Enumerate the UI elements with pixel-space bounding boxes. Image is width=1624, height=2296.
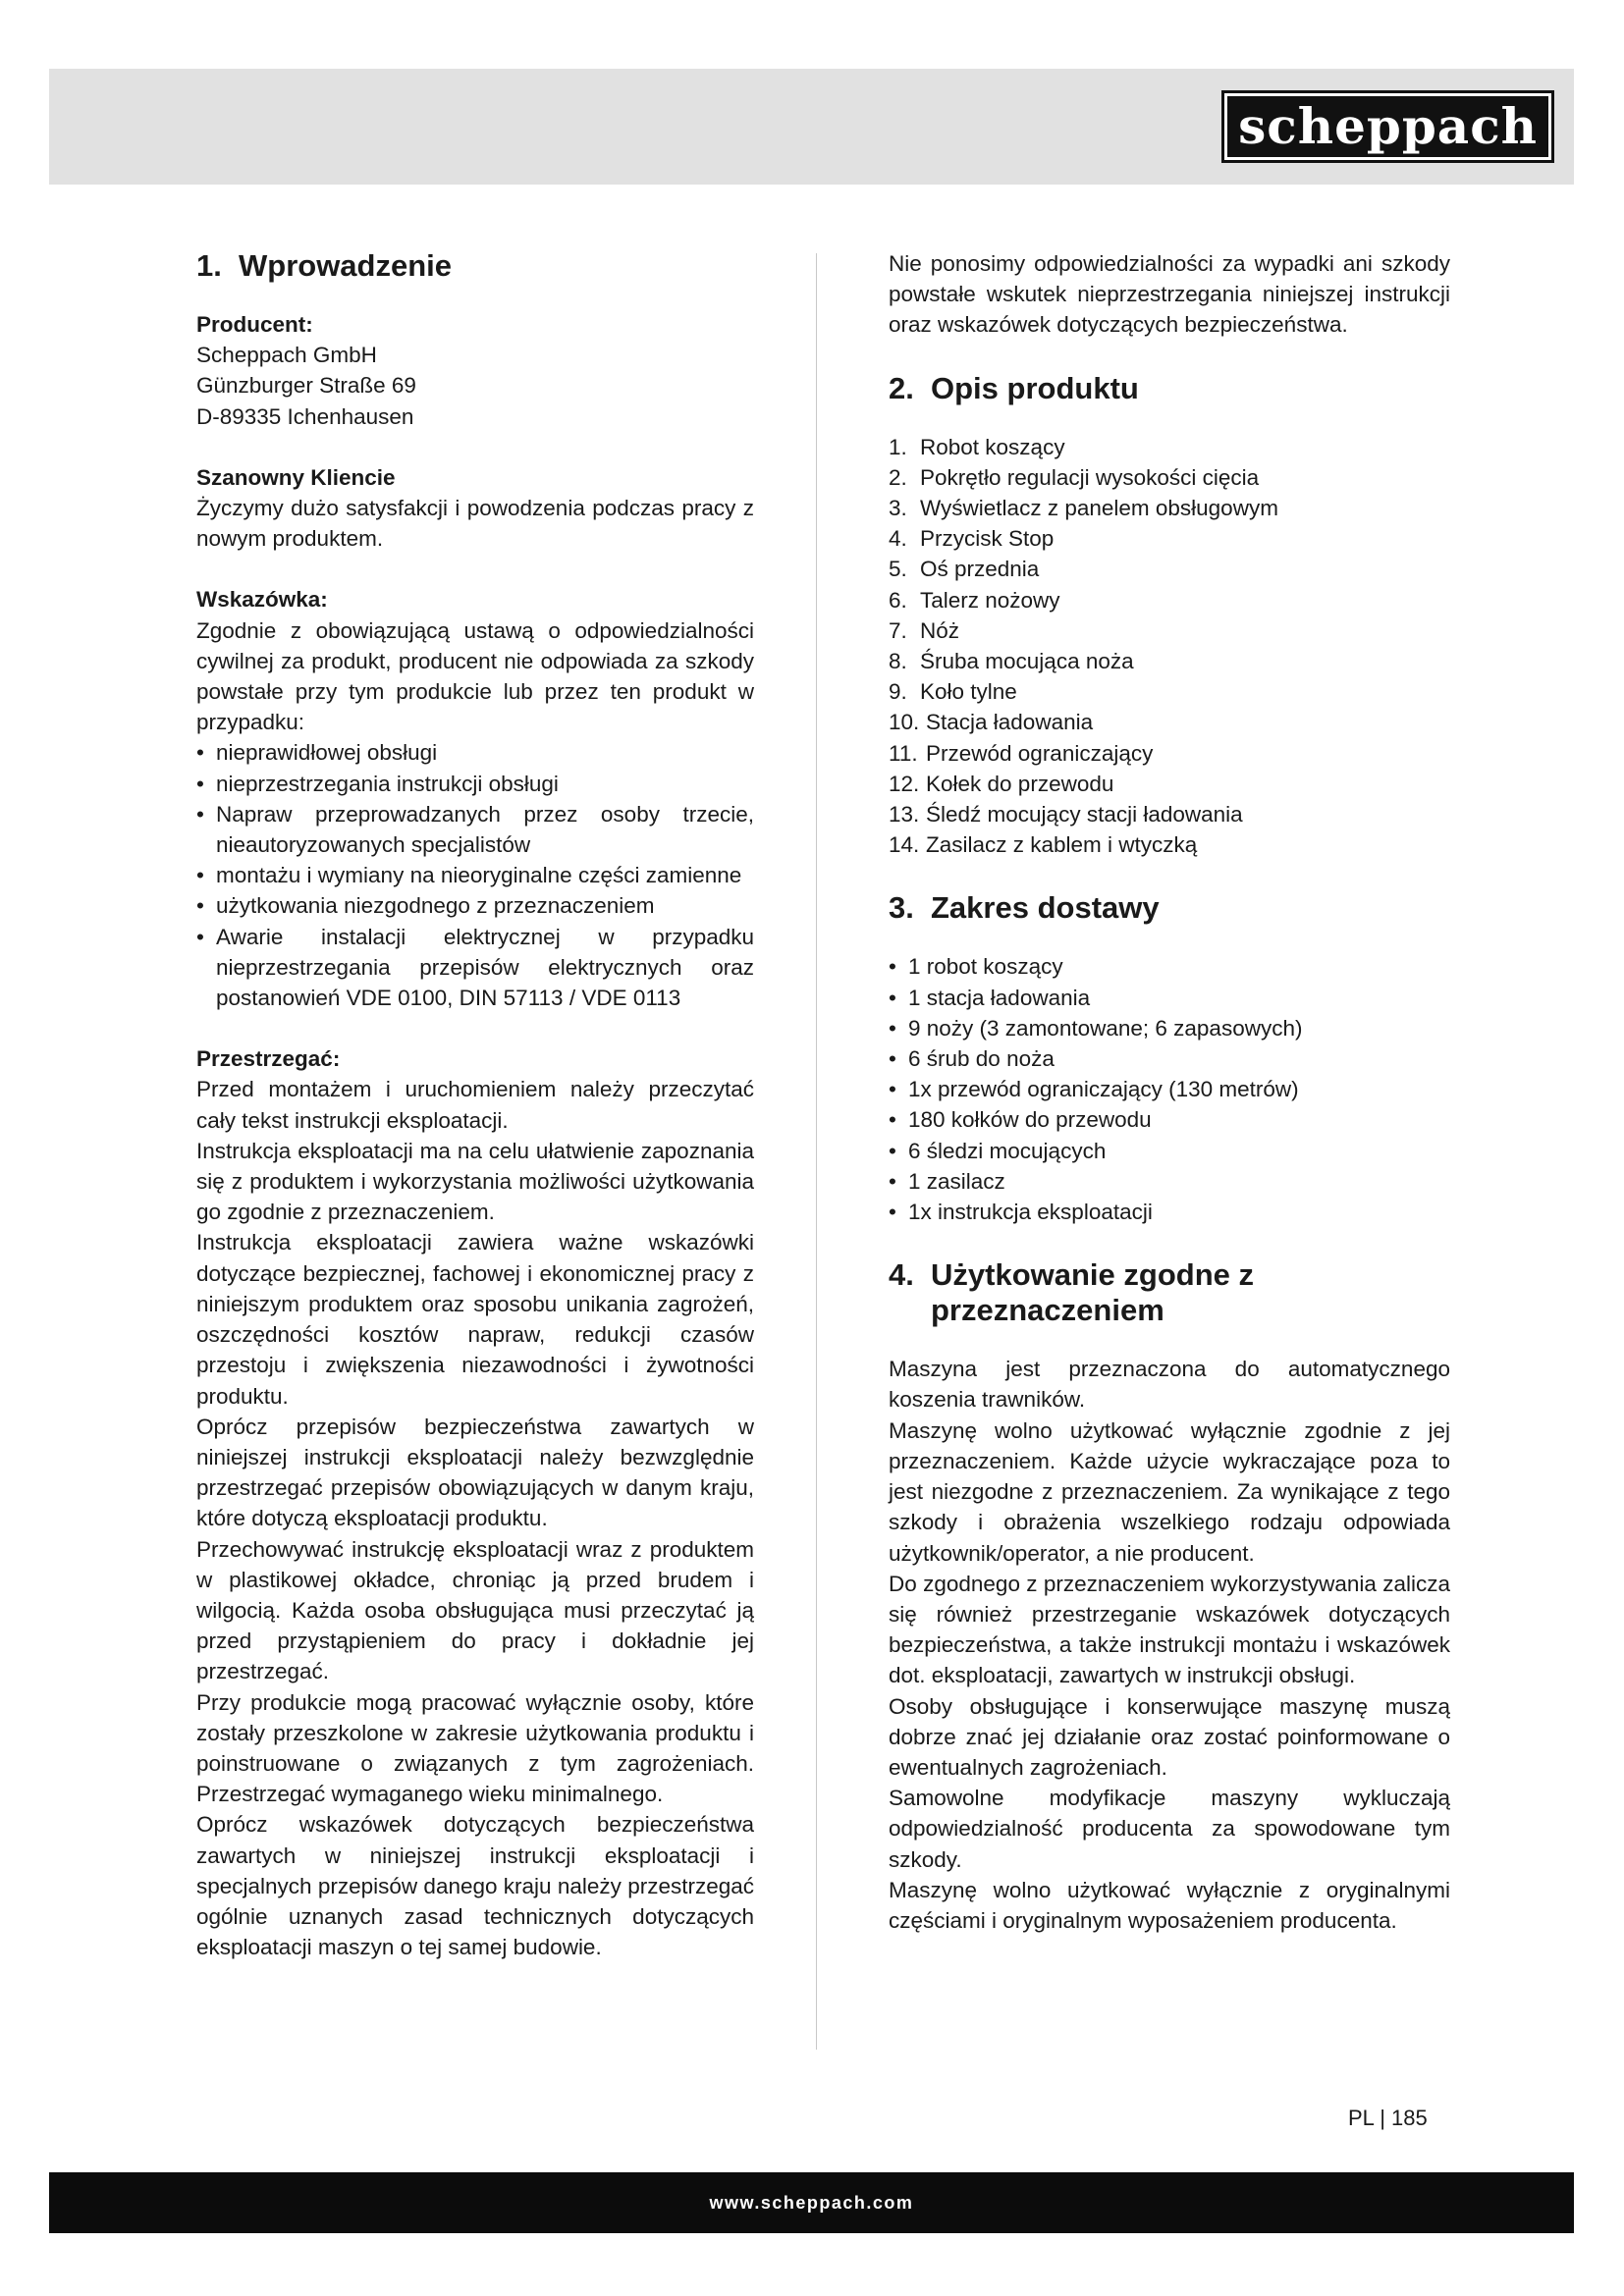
list-item: • 9 noży (3 zamontowane; 6 zapasowych): [889, 1015, 1303, 1041]
producer-line: Scheppach GmbH: [196, 343, 377, 368]
list-item: 14. Zasilacz z kablem i wtyczką: [889, 832, 1198, 858]
list-item: 9. Koło tylne: [889, 679, 1017, 705]
list-item: • montażu i wymiany na nieoryginalne części zamienne: [196, 863, 742, 888]
usage-paragraph: Maszynę wolno użytkować wyłącznie z oryginalnymi częściami i oryginalnym wyposażeniem producenta.: [889, 1877, 1450, 1933]
observe-label: Przestrzegać:: [196, 1046, 341, 1072]
list-item: 8. Śruba mocująca noża: [889, 649, 1134, 674]
section-1-heading: 1. Wprowadzenie: [196, 248, 453, 283]
footer-bar: [49, 2172, 1574, 2233]
usage-paragraph: Maszyna jest przeznaczona do automatycznego koszenia trawników.: [889, 1357, 1450, 1413]
observe-paragraph: Przy produkcie mogą pracować wyłącznie osoby, które zostały przeszkolone w zakresie użytkowania produktu i poinstruowane o związanych z tym zagrożeniach. Przestrzegać wymaganego wieku minimalnego.: [196, 1689, 754, 1807]
list-item: • 1x instrukcja eksploatacji: [889, 1200, 1153, 1225]
list-item: • nieprawidłowej obsługi: [196, 740, 438, 766]
usage-paragraph: Maszynę wolno użytkować wyłącznie zgodnie z jej przeznaczeniem. Każde użycie wykraczające poza to jest niezgodne z przeznaczeniem. Za wynikające z tego szkody i obrażenia wszelkiego rodzaju odpowiada użytkownik/operator, a nie producent.: [889, 1417, 1450, 1566]
list-item: • 1 zasilacz: [889, 1168, 1005, 1194]
list-item: 3. Wyświetlacz z panelem obsługowym: [889, 496, 1278, 521]
observe-paragraph: Oprócz wskazówek dotyczących bezpieczeństwa zawartych w niniejszej instrukcji eksploatacji i specjalnych przepisów danego kraju należy przestrzegać ogólnie uznanych zasad technicznych dotyczących eksploatacji maszyn o tej samej budowie.: [196, 1812, 754, 1960]
list-item: • 1 robot koszący: [889, 954, 1063, 980]
right-column: [889, 248, 1450, 1936]
left-column: [196, 248, 754, 1962]
list-item: 11. Przewód ograniczający: [889, 740, 1154, 766]
note-text: Zgodnie z obowiązującą ustawą o odpowiedzialności cywilnej za produkt, producent nie odpowiada za szkody powstałe przy tym produkcie lub przez ten produkt w przypadku:: [196, 617, 754, 735]
list-item: 12. Kołek do przewodu: [889, 771, 1114, 796]
list-item: • Napraw przeprowadzanych przez osoby trzecie, nieautoryzowanych specjalistów: [196, 801, 754, 858]
list-item: 4. Przycisk Stop: [889, 526, 1055, 552]
observe-paragraph: Przechowywać instrukcję eksploatacji wraz z produktem w plastikowej okładce, chroniąc ją przed brudem i wilgocią. Każda osoba obsługująca musi przeczytać ją przed przystąpieniem do pracy i dokładnie jej przestrzegać.: [196, 1536, 754, 1684]
list-item: • 6 śledzi mocujących: [889, 1138, 1107, 1163]
product-parts-list: [889, 432, 1450, 861]
list-item: • 6 śrub do noża: [889, 1046, 1055, 1072]
liability-text: Nie ponosimy odpowiedzialności za wypadki ani szkody powstałe wskutek nieprzestrzegania niniejszej instrukcji oraz wskazówek dotyczących bezpieczeństwa.: [889, 251, 1450, 338]
customer-label: Szanowny Kliencie: [196, 464, 396, 490]
list-item: 1. Robot koszący: [889, 434, 1065, 459]
list-item: 7. Nóż: [889, 617, 960, 643]
observe-paragraph: Oprócz przepisów bezpieczeństwa zawartych w niniejszej instrukcji eksploatacji należy bezwzględnie przestrzegać przepisów obowiązujących w danym kraju, które dotyczą eksploatacji produktu.: [196, 1414, 754, 1531]
usage-paragraph: Osoby obsługujące i konserwujące maszynę muszą dobrze znać jej działanie oraz zostać poinformowane o ewentualnych zagrożeniach.: [889, 1693, 1450, 1780]
list-item: • nieprzestrzegania instrukcji obsługi: [196, 771, 559, 796]
section-2-heading: 2. Opis produktu: [889, 370, 1139, 405]
list-item: • Awarie instalacji elektrycznej w przypadku nieprzestrzegania przepisów elektrycznych oraz postanowień VDE 0100, DIN 57113 / VDE 0113: [196, 924, 754, 1011]
section-4-heading: 4. Użytkowanie zgodne z przeznaczeniem: [889, 1257, 1254, 1328]
usage-paragraph: Samowolne modyfikacje maszyny wykluczają odpowiedzialność producenta za spowodowane tym szkody.: [889, 1786, 1450, 1872]
list-item: • 1 stacja ładowania: [889, 985, 1091, 1010]
list-item: 6. Talerz nożowy: [889, 587, 1060, 613]
delivery-scope-list: [889, 951, 1450, 1227]
producer-line: D-89335 Ichenhausen: [196, 403, 414, 429]
producer-label: Producent:: [196, 312, 313, 337]
page-number: PL | 185: [1348, 2106, 1428, 2130]
observe-paragraph: Przed montażem i uruchomieniem należy przeczytać cały tekst instrukcji eksploatacji.: [196, 1077, 754, 1133]
usage-paragraph: Do zgodnego z przeznaczeniem wykorzystywania zalicza się również przestrzeganie wskazówek dotyczących bezpieczeństwa, a także instrukcji montażu i wskazówek dot. eksploatacji, zawartych w instrukcji obsługi.: [889, 1571, 1450, 1688]
column-divider: [816, 253, 817, 2050]
list-item: • 1x przewód ograniczający (130 metrów): [889, 1077, 1299, 1102]
list-item: 10. Stacja ładowania: [889, 710, 1094, 735]
customer-text: Życzymy dużo satysfakcji i powodzenia podczas pracy z nowym produktem.: [196, 496, 754, 552]
list-item: • użytkowania niezgodnego z przeznaczeniem: [196, 893, 655, 919]
website-link[interactable]: www.scheppach.com: [709, 2193, 914, 2213]
list-item: 5. Oś przednia: [889, 557, 1040, 582]
observe-paragraph: Instrukcja eksploatacji ma na celu ułatwienie zapoznania się z produktem i wykorzystania możliwości użytkowania go zgodnie z przeznaczeniem.: [196, 1138, 754, 1225]
note-bullet-list: [196, 737, 754, 1013]
section-3-heading: 3. Zakres dostawy: [889, 890, 1160, 926]
note-label: Wskazówka:: [196, 587, 328, 613]
list-item: 13. Śledź mocujący stacji ładowania: [889, 802, 1243, 828]
list-item: 2. Pokrętło regulacji wysokości cięcia: [889, 464, 1260, 490]
observe-paragraph: Instrukcja eksploatacji zawiera ważne wskazówki dotyczące bezpiecznej, fachowej i ekonomicznej pracy z niniejszym produktem oraz sposobu unikania zagrożeń, oszczędności kosztów napraw, redukcji czasów przestoju i zwiększenia niezawodności i żywotności produktu.: [196, 1230, 754, 1409]
header-bar: [49, 69, 1574, 185]
list-item: • 180 kołków do przewodu: [889, 1107, 1152, 1133]
producer-line: Günzburger Straße 69: [196, 373, 416, 399]
scheppach-logo: scheppach: [1221, 90, 1554, 163]
